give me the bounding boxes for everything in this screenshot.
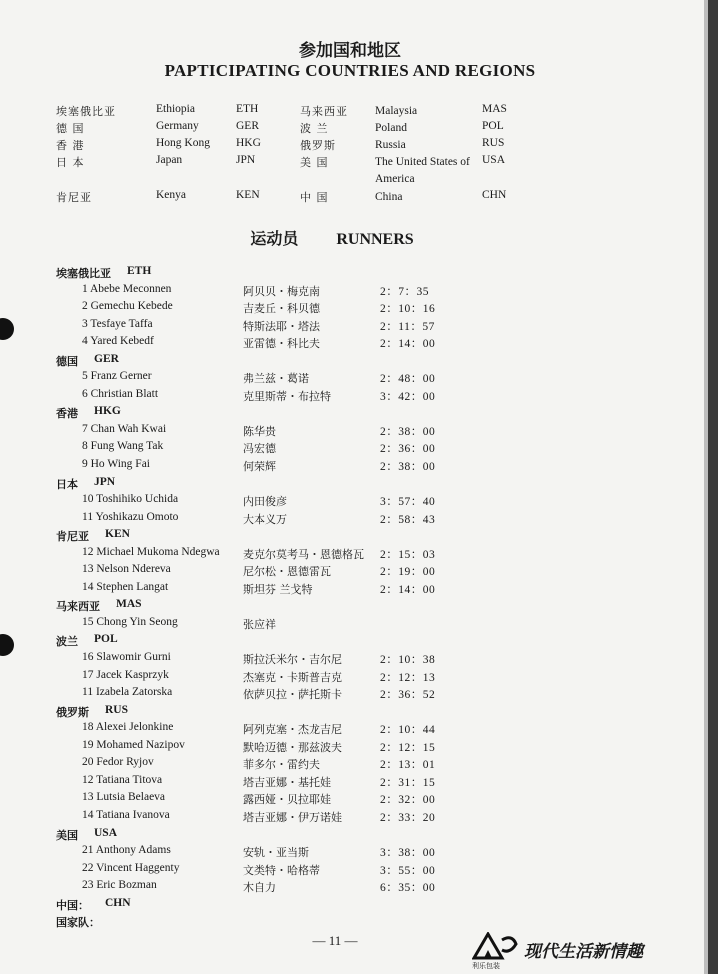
runner-name-en: Tesfaye Taffa	[90, 317, 153, 330]
runner-time: 2：14：00	[380, 338, 436, 351]
group-code: MAS	[116, 598, 142, 611]
runner-name-en: Eric Bozman	[96, 879, 157, 892]
runner-name-en: Gemechu Kebede	[90, 300, 173, 313]
country-code: CHN	[482, 189, 507, 201]
runner-time: 2：10：16	[380, 303, 436, 316]
country-code: USA	[482, 154, 506, 166]
runner-name-en: Michael Mukoma Ndegwa	[96, 545, 220, 558]
group-name: 俄罗斯	[56, 705, 89, 719]
runner-name-cn: 内田俊彦	[243, 495, 287, 509]
runner-time: 2：33：20	[380, 811, 436, 824]
group-code: USA	[94, 826, 118, 839]
group-name: 埃塞俄比亚	[56, 267, 111, 280]
runner-name-en: Abebe Meconnen	[90, 282, 172, 295]
runner-name	[82, 669, 169, 681]
group-name: 国家队：	[56, 916, 100, 930]
logo-slogan: 现代生活新情趣	[524, 942, 643, 962]
runner-name-en: Anthony Adams	[95, 844, 171, 857]
runner-number: 14	[82, 580, 94, 593]
runner-name	[82, 283, 171, 295]
group-name: 德国	[56, 354, 78, 368]
runner-name-en: Izabela Zatorska	[95, 686, 173, 699]
runners-heading-cn: 运动员	[250, 229, 299, 248]
runner-number: 21	[82, 844, 94, 857]
country-cn: 肯尼亚	[56, 191, 92, 204]
runner-name	[82, 423, 166, 435]
runner-time: 2：36：52	[380, 689, 436, 702]
runner-time: 2：10：44	[380, 724, 436, 737]
country-cn: 美 国	[300, 156, 329, 169]
runner-time: 6：35：00	[380, 882, 436, 895]
runner-name-cn: 克里斯蒂・布拉特	[243, 389, 331, 403]
country-code: HKG	[236, 137, 261, 149]
runner-name-cn: 大本义万	[243, 512, 287, 526]
runner-number: 4	[82, 335, 88, 348]
runner-name-cn: 木自力	[243, 881, 276, 895]
page-title-en: PAPTICIPATING COUNTRIES AND REGIONS	[164, 61, 536, 80]
runners-heading-en: RUNNERS	[336, 231, 414, 248]
runner-name	[82, 774, 162, 786]
country-en: Russia	[375, 139, 406, 151]
runner-name-cn: 菲多尔・雷约夫	[243, 758, 320, 772]
runner-number: 5	[82, 370, 88, 383]
runner-number: 13	[82, 563, 94, 576]
country-en: Kenya	[156, 189, 187, 201]
country-cn: 埃塞俄比亚	[56, 105, 116, 118]
runner-number: 10	[82, 493, 94, 506]
runner-number: 9	[82, 458, 88, 471]
group-name: 波兰	[56, 635, 78, 649]
runner-name-en: Tatiana Ivanova	[96, 808, 170, 821]
group-name: 香港	[56, 407, 78, 421]
runner-name-cn: 安轨・亚当斯	[243, 846, 309, 860]
country-code: MAS	[482, 103, 507, 115]
group-code: HKG	[94, 405, 121, 418]
runner-name	[82, 581, 168, 593]
country-en: China	[375, 191, 403, 203]
runner-time: 2：58：43	[380, 513, 436, 526]
runner-name-cn: 陈华贵	[243, 424, 276, 438]
country-en: Poland	[375, 122, 407, 134]
runner-name	[82, 721, 173, 733]
runner-name	[82, 563, 171, 575]
runner-time: 2：15：03	[380, 548, 436, 561]
page-edge	[708, 0, 718, 974]
runner-name-en: Stephen Langat	[96, 580, 169, 593]
runner-name	[82, 844, 171, 856]
runner-name-cn: 冯宏德	[243, 442, 276, 456]
runner-time: 2：32：00	[380, 794, 436, 807]
group-code: GER	[94, 352, 119, 365]
runner-name-cn: 塔吉亚娜・基托娃	[243, 775, 331, 789]
runner-time: 2：38：00	[380, 425, 436, 438]
runner-time: 2：36：00	[380, 443, 436, 456]
runner-number: 20	[82, 756, 94, 769]
runner-name-cn: 张应祥	[243, 617, 276, 631]
punch-hole	[0, 634, 14, 656]
runner-name	[82, 616, 178, 628]
runner-number: 19	[82, 738, 94, 751]
runner-name	[82, 739, 185, 751]
runner-name-en: Yoshikazu Omoto	[95, 510, 179, 523]
runner-number: 11	[82, 686, 94, 699]
runner-time: 2：13：01	[380, 759, 436, 772]
runners-heading	[0, 226, 664, 249]
page-title-cn: 参加国和地区	[299, 41, 401, 61]
group-name: 美国	[56, 828, 78, 842]
runner-name	[82, 809, 170, 821]
punch-hole	[0, 318, 14, 340]
country-en: Germany	[156, 120, 199, 132]
runner-name-cn: 塔吉亚娜・伊万诺娃	[243, 810, 342, 824]
runner-name-cn: 斯拉沃米尔・吉尔尼	[243, 653, 342, 667]
runner-name-en: Franz Gerner	[90, 370, 152, 383]
country-code: GER	[236, 120, 259, 132]
runner-time: 2：48：00	[380, 373, 436, 386]
country-cn: 俄罗斯	[300, 139, 336, 152]
page-number: — 11 —	[312, 933, 358, 948]
runner-name	[82, 388, 158, 400]
runner-name-cn: 斯坦芬 兰戈特	[243, 582, 313, 596]
runner-name	[82, 318, 153, 330]
runner-number: 6	[82, 387, 88, 400]
country-cn: 香 港	[56, 139, 85, 152]
runner-name	[82, 546, 220, 558]
runner-name	[82, 651, 171, 663]
runner-number: 17	[82, 668, 94, 681]
runner-time: 3：38：00	[380, 847, 436, 860]
runner-name	[82, 686, 172, 698]
runner-name-cn: 弗兰兹・葛诺	[243, 372, 309, 386]
country-en: Malaysia	[375, 105, 418, 117]
runner-number: 12	[82, 773, 94, 786]
runner-number: 13	[82, 791, 94, 804]
runner-name-cn: 尼尔松・恩德雷瓦	[243, 565, 331, 579]
runner-name-cn: 亚雷德・科比夫	[243, 337, 320, 351]
runner-name	[82, 335, 154, 347]
country-code: POL	[482, 120, 504, 132]
country-en: Hong Kong	[156, 137, 210, 149]
country-en: Ethiopia	[156, 103, 195, 115]
runner-name	[82, 300, 173, 312]
runner-name-en: Jacek Kasprzyk	[96, 668, 169, 681]
runner-name-cn: 吉麦丘・科贝德	[243, 302, 320, 316]
runner-name-cn: 麦克尔莫考马・恩德格瓦	[243, 547, 364, 561]
group-code: JPN	[94, 475, 116, 488]
runner-name	[82, 493, 178, 505]
runner-name-cn: 阿列克塞・杰龙吉尼	[243, 723, 342, 737]
runner-name-en: Vincent Haggenty	[96, 861, 180, 874]
runner-name-en: Mohamed Nazipov	[96, 738, 185, 751]
runner-time: 2：12：15	[380, 741, 436, 754]
runner-name-en: Fedor Ryjov	[96, 756, 154, 769]
runner-name	[82, 862, 179, 874]
runner-name-cn: 露西娅・贝拉耶娃	[243, 793, 331, 807]
runner-time: 2：38：00	[380, 461, 436, 474]
runner-number: 14	[82, 808, 94, 821]
runner-time: 2：14：00	[380, 583, 436, 596]
group-code: ETH	[127, 265, 152, 277]
runner-time: 3：57：40	[380, 496, 436, 509]
runner-number: 22	[82, 861, 94, 874]
runner-time: 2：11：57	[380, 320, 435, 333]
country-code: KEN	[236, 189, 260, 201]
runner-number: 12	[82, 545, 94, 558]
runner-name-cn: 阿贝贝・梅克南	[243, 284, 320, 298]
runner-time: 2：12：13	[380, 671, 436, 684]
runner-name-en: Chong Yin Seong	[96, 615, 178, 628]
country-code: JPN	[236, 154, 256, 166]
runner-number: 8	[82, 440, 88, 453]
runner-name-en: Ho Wing Fai	[90, 458, 151, 471]
runner-number: 15	[82, 615, 94, 628]
runner-name-en: Alexei Jelonkine	[95, 721, 174, 734]
runner-name-cn: 默哈迈德・那兹波夫	[243, 740, 342, 754]
runner-name-en: Nelson Ndereva	[96, 563, 171, 576]
runner-name	[82, 458, 150, 470]
group-name: 日本	[56, 477, 78, 491]
runner-number: 7	[82, 422, 88, 435]
group-code: POL	[94, 633, 118, 646]
runner-time: 2：31：15	[380, 776, 436, 789]
runner-name-cn: 特斯法耶・塔法	[243, 319, 320, 333]
runner-number: 11	[82, 510, 94, 523]
group-code: RUS	[105, 703, 129, 716]
runner-name	[82, 440, 163, 452]
runner-number: 18	[82, 721, 94, 734]
runner-name-en: Fung Wang Tak	[90, 440, 164, 453]
country-en: The United States of America	[375, 156, 470, 185]
country-cn: 德 国	[56, 122, 85, 135]
country-cn: 波 兰	[300, 122, 329, 135]
country-code: ETH	[236, 103, 259, 115]
runner-name-en: Tatiana Titova	[96, 773, 163, 786]
runner-time: 3：42：00	[380, 390, 436, 403]
runner-name-en: Yared Kebedf	[90, 335, 154, 348]
runner-name	[82, 791, 165, 803]
group-code: KEN	[105, 528, 130, 541]
group-code: CHN	[105, 896, 131, 909]
tetra-pak-logo	[468, 928, 668, 972]
logo-mark-icon	[472, 932, 518, 960]
logo-subtext: 利乐包装	[472, 962, 500, 970]
runner-name	[82, 879, 157, 891]
country-cn: 中 国	[300, 191, 329, 204]
runner-time: 2：19：00	[380, 566, 436, 579]
runner-name	[82, 511, 178, 523]
runner-name-cn: 何荣辉	[243, 460, 276, 474]
runner-name-en: Lutsia Belaeva	[96, 791, 166, 804]
runner-name	[82, 370, 152, 382]
runner-number: 16	[82, 651, 94, 664]
group-name: 马来西亚	[56, 600, 100, 614]
runner-number: 3	[82, 317, 88, 330]
runner-name-en: Slawomir Gurni	[96, 651, 171, 664]
runner-name-en: Chan Wah Kwai	[90, 422, 167, 435]
runner-name-en: Christian Blatt	[90, 387, 159, 400]
runner-name	[82, 756, 154, 768]
country-cn: 日 本	[56, 156, 85, 169]
country-code: RUS	[482, 137, 505, 149]
country-en: Japan	[156, 154, 183, 166]
group-name: 肯尼亚	[56, 530, 89, 544]
runner-name-cn: 文类特・哈格蒂	[243, 863, 320, 877]
runner-name-cn: 依萨贝拉・萨托斯卡	[243, 688, 342, 702]
runner-number: 23	[82, 879, 94, 892]
group-name: 中国：	[56, 898, 89, 912]
runner-name-cn: 杰塞克・卡斯普吉克	[243, 670, 342, 684]
runner-time: 2：7：35	[380, 285, 429, 298]
country-cn: 马来西亚	[300, 105, 348, 118]
runner-time: 3：55：00	[380, 864, 436, 877]
runner-time: 2：10：38	[380, 654, 436, 667]
runner-name-en: Toshihiko Uchida	[96, 493, 179, 506]
runner-number: 2	[82, 300, 88, 313]
runner-number: 1	[82, 282, 88, 295]
